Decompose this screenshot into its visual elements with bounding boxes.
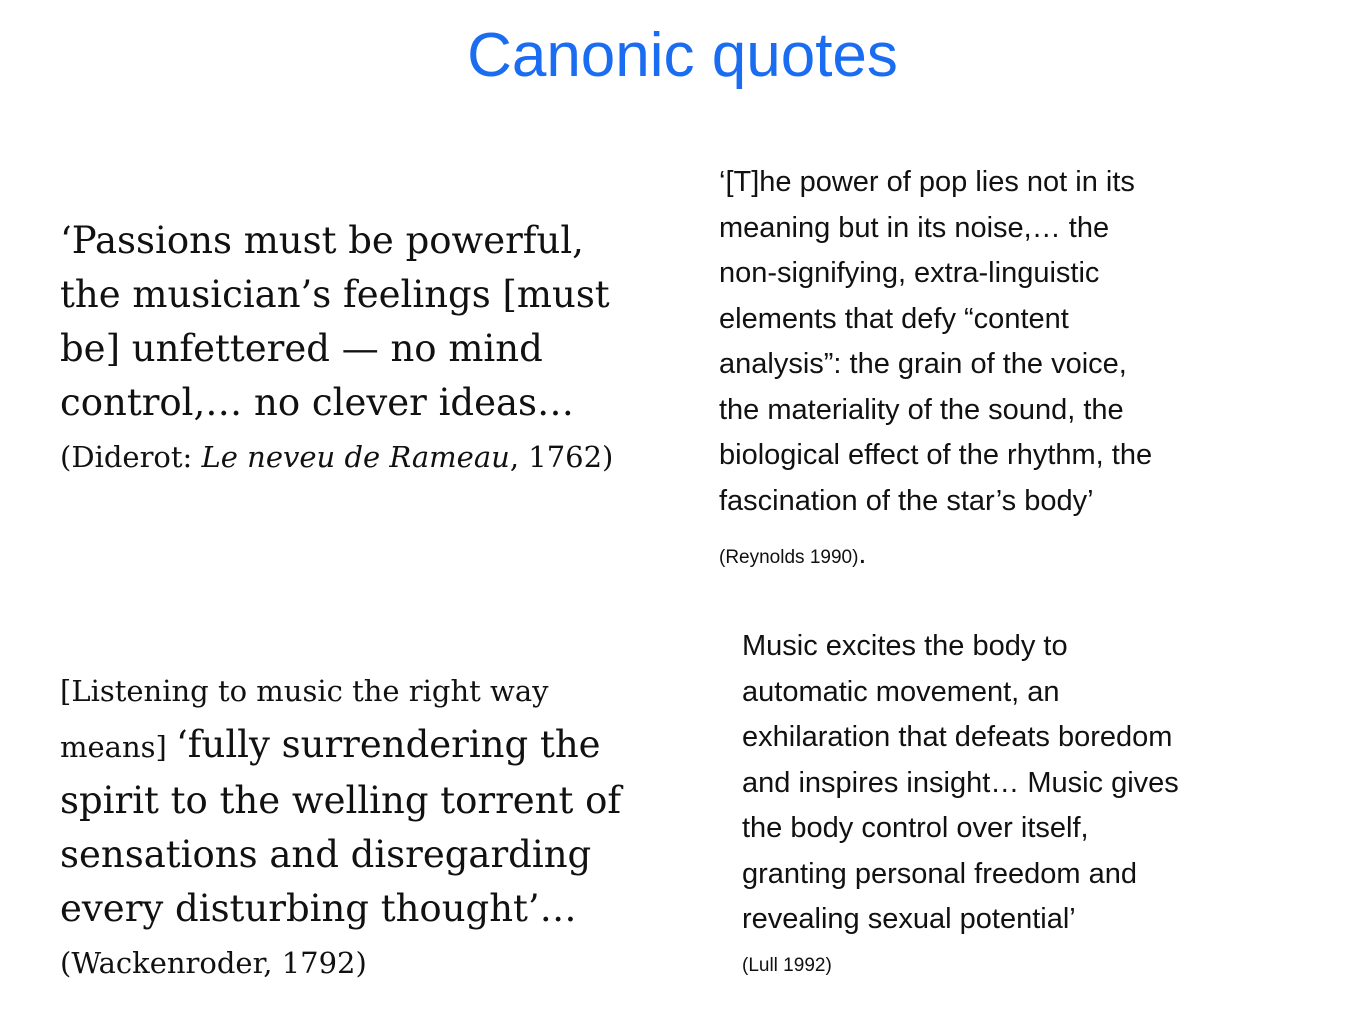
quote-line: elements that defy “content	[719, 302, 1069, 335]
quote-line: revealing sexual potential’	[742, 903, 1076, 935]
slide-title: Canonic quotes	[467, 21, 898, 90]
quote-line: non-signifying, extra-linguistic	[719, 257, 1100, 289]
quote-citation	[60, 430, 700, 484]
quote-line: ‘Passions must be powerful,	[60, 219, 584, 262]
quote-line: exhilaration that defeats boredom	[742, 721, 1173, 753]
quote-line: the body control over itself,	[742, 812, 1089, 844]
quote-line: analysis”: the grain of the voice,	[719, 348, 1127, 380]
quote-citation: (Lull 1992)	[742, 954, 832, 976]
quote-diderot	[60, 214, 700, 484]
quote-line: the materiality of the sound, the	[719, 393, 1124, 426]
quote-line: control,… no clever ideas…	[60, 381, 575, 424]
quote-lull	[742, 624, 1342, 988]
quote-line: biological effect of the rhythm, the	[719, 439, 1153, 471]
citation-period: .	[858, 538, 867, 570]
citation-suffix: , 1762)	[509, 440, 614, 474]
quote-line: the musician’s feelings [must	[60, 273, 610, 316]
quote-line: granting personal freedom and	[742, 857, 1137, 890]
quote-reynolds	[719, 160, 1319, 581]
quote-citation	[719, 532, 1319, 581]
quote-line: fascination of the star’s body’	[719, 484, 1094, 517]
citation-work-title: Le neveu de Rameau	[201, 440, 510, 474]
quote-line: be] unfettered — no mind	[60, 327, 543, 370]
quote-fragment-small: means]	[60, 730, 177, 764]
quote-line: sensations and disregarding	[60, 833, 592, 876]
quote-wackenroder	[60, 664, 700, 990]
quote-line: every disturbing thought’…	[60, 887, 577, 930]
quote-line: Music excites the body to	[742, 630, 1068, 662]
quote-fragment: ‘fully surrendering the	[176, 723, 601, 766]
citation-prefix: (Diderot:	[60, 440, 202, 474]
quote-line	[60, 718, 700, 774]
quote-line: ‘[T]he power of pop lies not in its	[719, 166, 1135, 198]
quote-line: [Listening to music the right way	[60, 674, 549, 708]
quote-line: and inspires insight… Music gives	[742, 766, 1179, 799]
quote-citation: (Wackenroder, 1792)	[60, 946, 367, 980]
citation-text: (Reynolds 1990)	[719, 547, 859, 568]
quote-line: automatic movement, an	[742, 675, 1060, 708]
quote-line: meaning but in its noise,… the	[719, 211, 1110, 244]
quote-line: spirit to the welling torrent of	[60, 779, 622, 822]
